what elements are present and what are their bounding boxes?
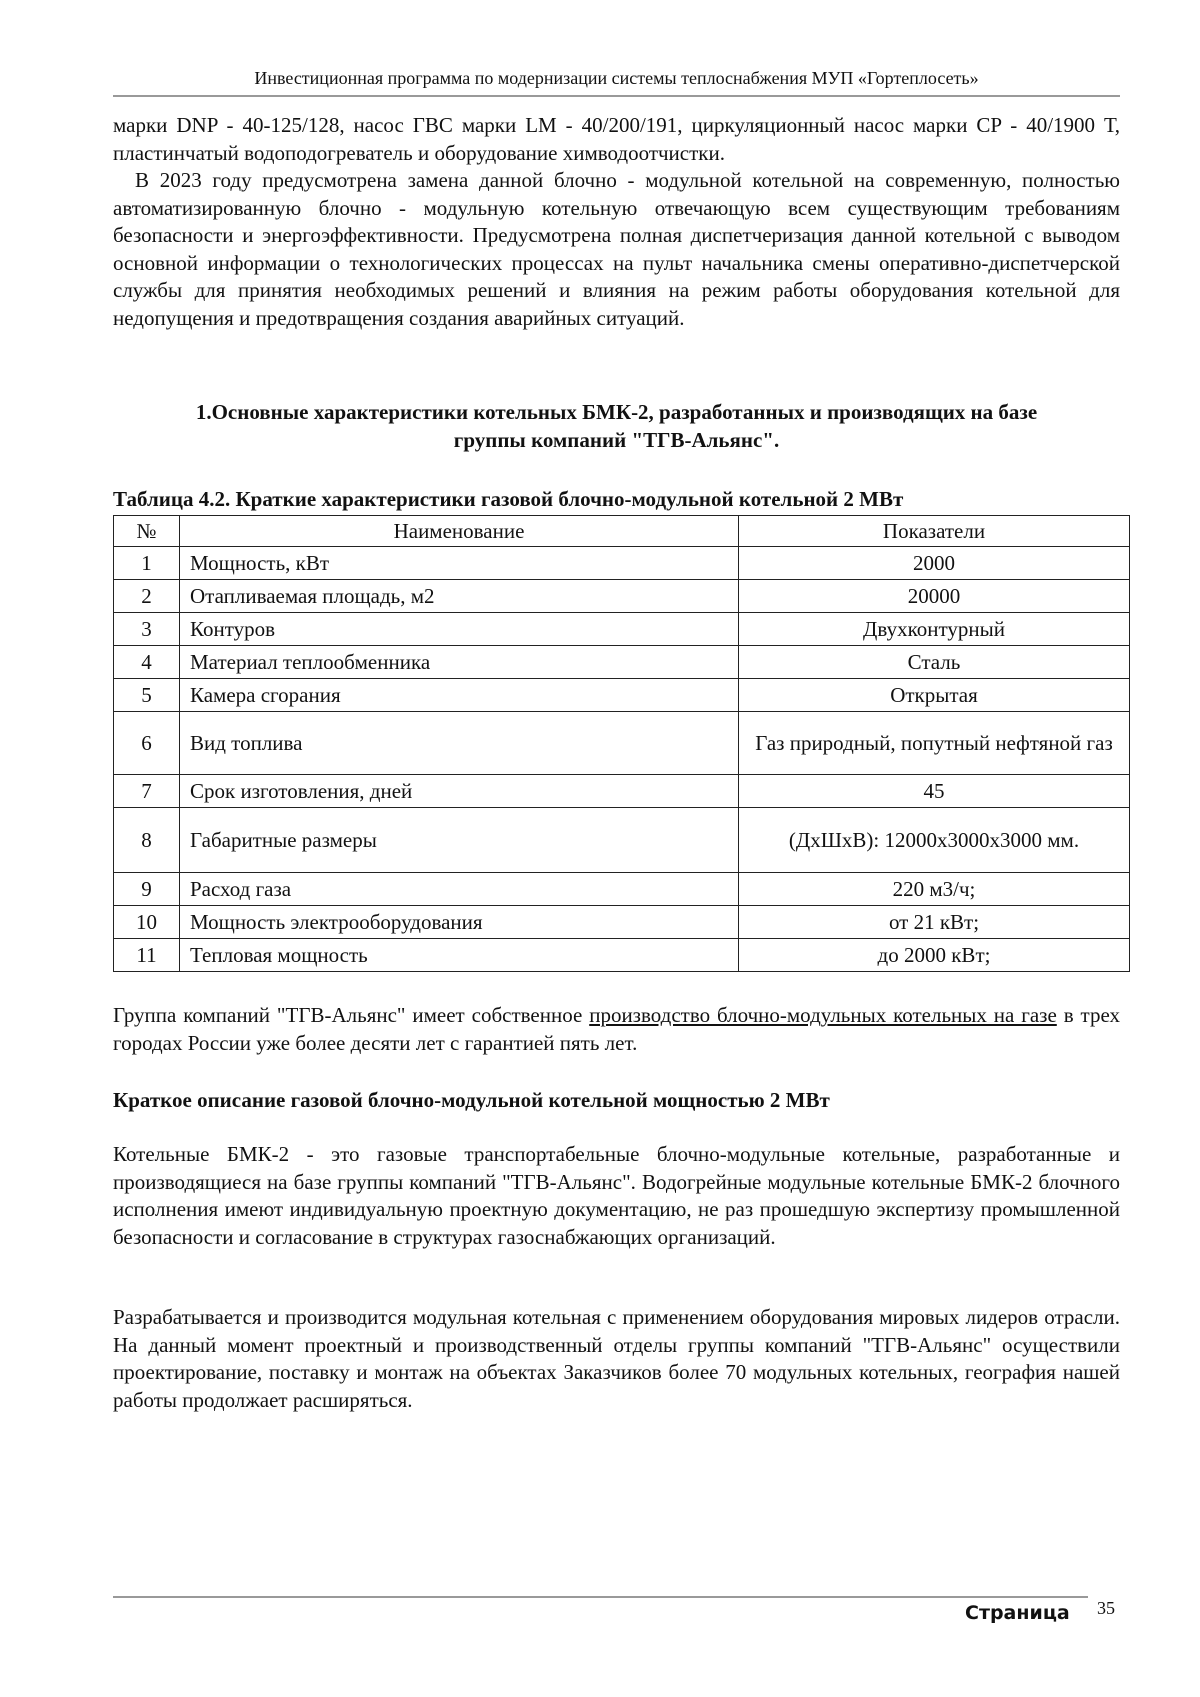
footer-divider (113, 1596, 1088, 1598)
table-row (114, 613, 1130, 646)
row-number: 2 (114, 580, 180, 613)
row-value: Сталь (739, 646, 1130, 679)
table-row (114, 547, 1130, 580)
row-number: 3 (114, 613, 180, 646)
row-number: 4 (114, 646, 180, 679)
text-before-link: Группа компаний "ТГВ-Альянс" имеет собственное (113, 1003, 590, 1027)
table-row (114, 646, 1130, 679)
row-value: 45 (739, 775, 1130, 808)
header-value: Показатели (739, 516, 1130, 547)
production-link[interactable]: производство блочно-модульных котельных на газе (589, 1003, 1057, 1027)
paragraph-4: Разрабатывается и производится модульная котельная с применением оборудования мировых лидеров отрасли. На данный момент проектный и производственный отделы группы компаний "ТГВ-Альянс" осуществили проектирование, поставку и монтаж на объектах Заказчиков более 70 модульных котельных, география нашей работы продолжает расширяться. (113, 1305, 1120, 1412)
row-value: Открытая (739, 679, 1130, 712)
table-row (114, 580, 1130, 613)
footer-page-label: Страница (965, 1602, 1070, 1624)
row-number: 6 (114, 712, 180, 775)
row-name: Материал теплообменника (180, 646, 739, 679)
footer-page-number: 35 (1097, 1598, 1115, 1618)
row-value: 2000 (739, 547, 1130, 580)
row-name: Контуров (180, 613, 739, 646)
header-divider (113, 95, 1120, 97)
row-number: 5 (114, 679, 180, 712)
row-name: Срок изготовления, дней (180, 775, 739, 808)
row-number: 1 (114, 547, 180, 580)
paragraph-2: В 2023 году предусмотрена замена данной блочно - модульной котельной на современную, полностью автоматизированную блочно - модульную котельную отвечающую всем существующим требованиям безопасности и энергоэффективности. Предусмотрена полная диспетчеризация данной котельной с выводом основной информации о технологических процессах на пульт начальника смены оперативно-диспетчерской службы для принятия необходимых решений и влияния на режим работы оборудования котельной для недопущения и предотвращения создания аварийных ситуаций. (113, 168, 1120, 330)
running-header: Инвестиционная программа по модернизации системы теплоснабжения МУП «Гортеплосеть» (254, 68, 979, 88)
row-number: 8 (114, 808, 180, 873)
row-name: Мощность, кВт (180, 547, 739, 580)
row-value: 220 м3/ч; (739, 873, 1130, 906)
table-row (114, 906, 1130, 939)
row-number: 11 (114, 939, 180, 972)
row-number: 7 (114, 775, 180, 808)
row-value: Газ природный, попутный нефтяной газ (739, 712, 1130, 775)
characteristics-table (113, 515, 1130, 972)
section-heading-line1: 1.Основные характеристики котельных БМК-2, разработанных и производящих на базе (195, 400, 1038, 424)
table-caption: Таблица 4.2. Краткие характеристики газовой блочно-модульной котельной 2 МВт (113, 487, 904, 511)
row-number: 9 (114, 873, 180, 906)
header-name: Наименование (180, 516, 739, 547)
row-value: (ДхШхВ): 12000х3000х3000 мм. (739, 808, 1130, 873)
table-header-row (114, 516, 1130, 547)
row-name: Тепловая мощность (180, 939, 739, 972)
row-value: до 2000 кВт; (739, 939, 1130, 972)
row-value: Двухконтурный (739, 613, 1130, 646)
row-value: 20000 (739, 580, 1130, 613)
subheading: Краткое описание газовой блочно-модульной котельной мощностью 2 МВт (113, 1088, 830, 1112)
table-row (114, 775, 1130, 808)
section-heading (113, 398, 1120, 454)
table-row (114, 679, 1130, 712)
table-row (114, 939, 1130, 972)
row-value: от 21 кВт; (739, 906, 1130, 939)
row-name: Габаритные размеры (180, 808, 739, 873)
row-number: 10 (114, 906, 180, 939)
table-row (114, 712, 1130, 775)
paragraph-3: Котельные БМК-2 - это газовые транспортабельные блочно-модульные котельные, разработанные и производящиеся на базе группы компаний "ТГВ-Альянс". Водогрейные модульные котельные БМК-2 блочного исполнения имеют индивидуальную проектную документацию, не раз прошедшую экспертизу промышленной безопасности и согласование в структурах газоснабжающих организаций. (113, 1142, 1120, 1249)
row-name: Камера сгорания (180, 679, 739, 712)
section-heading-line2: группы компаний "ТГВ-Альянс". (453, 428, 780, 452)
table-row (114, 873, 1130, 906)
text-after-link: в трех городах России уже более десяти лет с гарантией пять лет. (113, 1003, 1120, 1055)
paragraph-1: марки DNP - 40-125/128, насос ГВС марки LM - 40/200/191, циркуляционный насос марки CP - 40/1900 Т, пластинчатый водоподогреватель и оборудование химводоотчистки. (113, 113, 1120, 165)
row-name: Отапливаемая площадь, м2 (180, 580, 739, 613)
header-number: № (114, 516, 180, 547)
paragraph-after-table (113, 1002, 1120, 1057)
row-name: Вид топлива (180, 712, 739, 775)
table-row (114, 808, 1130, 873)
row-name: Мощность электрооборудования (180, 906, 739, 939)
row-name: Расход газа (180, 873, 739, 906)
